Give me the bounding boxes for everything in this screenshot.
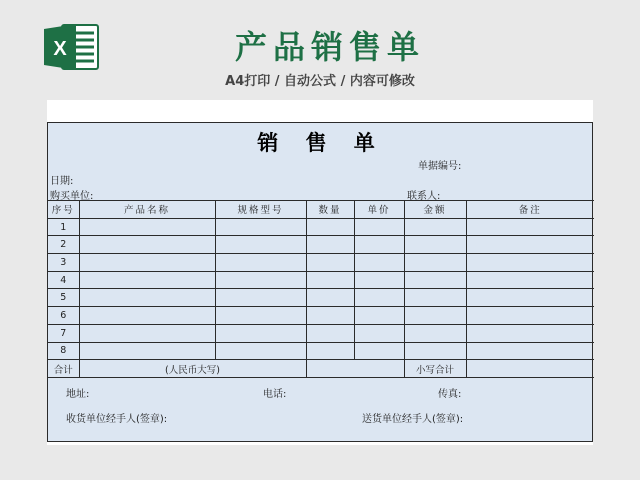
cell[interactable]	[79, 324, 215, 342]
cell[interactable]	[79, 254, 215, 272]
table-row	[48, 289, 594, 307]
cell[interactable]	[404, 254, 466, 272]
svg-text:X: X	[53, 38, 67, 60]
receiver-signature-label: 收货单位经手人(签章):	[66, 414, 168, 425]
cell[interactable]	[79, 342, 215, 360]
banner	[0, 0, 640, 100]
table-row	[48, 271, 594, 289]
cell[interactable]	[404, 271, 466, 289]
order-number-label: 单据编号:	[418, 161, 462, 172]
cell[interactable]	[466, 236, 594, 254]
cell[interactable]	[306, 218, 354, 236]
total-label: 合计	[48, 360, 79, 378]
cell[interactable]	[466, 254, 594, 272]
cell[interactable]	[215, 324, 306, 342]
cell[interactable]	[466, 271, 594, 289]
paper-preview	[47, 100, 593, 445]
column-header: 产品名称	[79, 201, 215, 219]
cell[interactable]	[404, 342, 466, 360]
cell[interactable]	[466, 324, 594, 342]
column-header: 序号	[48, 201, 79, 219]
row-number: 7	[48, 324, 79, 342]
cell[interactable]	[79, 307, 215, 325]
table-row	[48, 236, 594, 254]
row-number: 6	[48, 307, 79, 325]
cell[interactable]	[466, 307, 594, 325]
cell[interactable]	[306, 271, 354, 289]
cell[interactable]	[215, 254, 306, 272]
cell[interactable]	[354, 289, 404, 307]
cell[interactable]	[215, 289, 306, 307]
cell[interactable]	[215, 218, 306, 236]
contact-label: 联系人:	[407, 191, 441, 202]
fax-label: 传真:	[438, 389, 462, 400]
cell[interactable]	[215, 307, 306, 325]
cell[interactable]	[79, 289, 215, 307]
row-number: 3	[48, 254, 79, 272]
cell[interactable]	[215, 271, 306, 289]
cell[interactable]	[306, 254, 354, 272]
cell[interactable]	[354, 236, 404, 254]
cell[interactable]	[466, 218, 594, 236]
table-row	[48, 324, 594, 342]
total-row	[48, 360, 594, 378]
row-number: 5	[48, 289, 79, 307]
cell[interactable]	[79, 271, 215, 289]
cell[interactable]	[404, 289, 466, 307]
table-row	[48, 254, 594, 272]
cell[interactable]	[306, 236, 354, 254]
date-label: 日期:	[50, 176, 74, 187]
cell[interactable]	[306, 289, 354, 307]
row-number: 4	[48, 271, 79, 289]
total-cn-value[interactable]	[306, 360, 404, 378]
cell[interactable]	[354, 324, 404, 342]
cell[interactable]	[215, 236, 306, 254]
table-row	[48, 218, 594, 236]
table-header-row	[48, 201, 594, 219]
sales-table	[48, 200, 594, 378]
cell[interactable]	[354, 218, 404, 236]
excel-icon	[44, 22, 100, 72]
column-header: 备注	[466, 201, 594, 219]
form-title: 销 售 单	[257, 130, 385, 155]
column-header: 金额	[404, 201, 466, 219]
cell[interactable]	[404, 218, 466, 236]
table-row	[48, 342, 594, 360]
cell[interactable]	[354, 342, 404, 360]
cell[interactable]	[306, 307, 354, 325]
cell[interactable]	[354, 271, 404, 289]
cell[interactable]	[306, 324, 354, 342]
cell[interactable]	[466, 342, 594, 360]
cell[interactable]	[306, 342, 354, 360]
cell[interactable]	[354, 307, 404, 325]
row-number: 1	[48, 218, 79, 236]
row-number: 2	[48, 236, 79, 254]
row-number: 8	[48, 342, 79, 360]
sender-signature-label: 送货单位经手人(签章):	[362, 414, 464, 425]
subtotal-label: 小写合计	[404, 360, 466, 378]
cell[interactable]	[215, 342, 306, 360]
buyer-label: 购买单位:	[50, 191, 94, 202]
cell[interactable]	[79, 236, 215, 254]
cell[interactable]	[404, 236, 466, 254]
cell[interactable]	[404, 324, 466, 342]
page-title: 产品销售单	[234, 28, 425, 66]
phone-label: 电话:	[263, 389, 287, 400]
sales-form-sheet	[47, 122, 593, 442]
table-row	[48, 307, 594, 325]
address-label: 地址:	[66, 389, 90, 400]
cell[interactable]	[466, 289, 594, 307]
cell[interactable]	[79, 218, 215, 236]
column-header: 数量	[306, 201, 354, 219]
page-subtitle: A4打印 / 自动公式 / 内容可修改	[225, 74, 415, 89]
cell[interactable]	[404, 307, 466, 325]
column-header: 单价	[354, 201, 404, 219]
subtotal-value[interactable]	[466, 360, 594, 378]
column-header: 规格型号	[215, 201, 306, 219]
total-cn-label: (人民币大写)	[79, 360, 306, 378]
cell[interactable]	[354, 254, 404, 272]
